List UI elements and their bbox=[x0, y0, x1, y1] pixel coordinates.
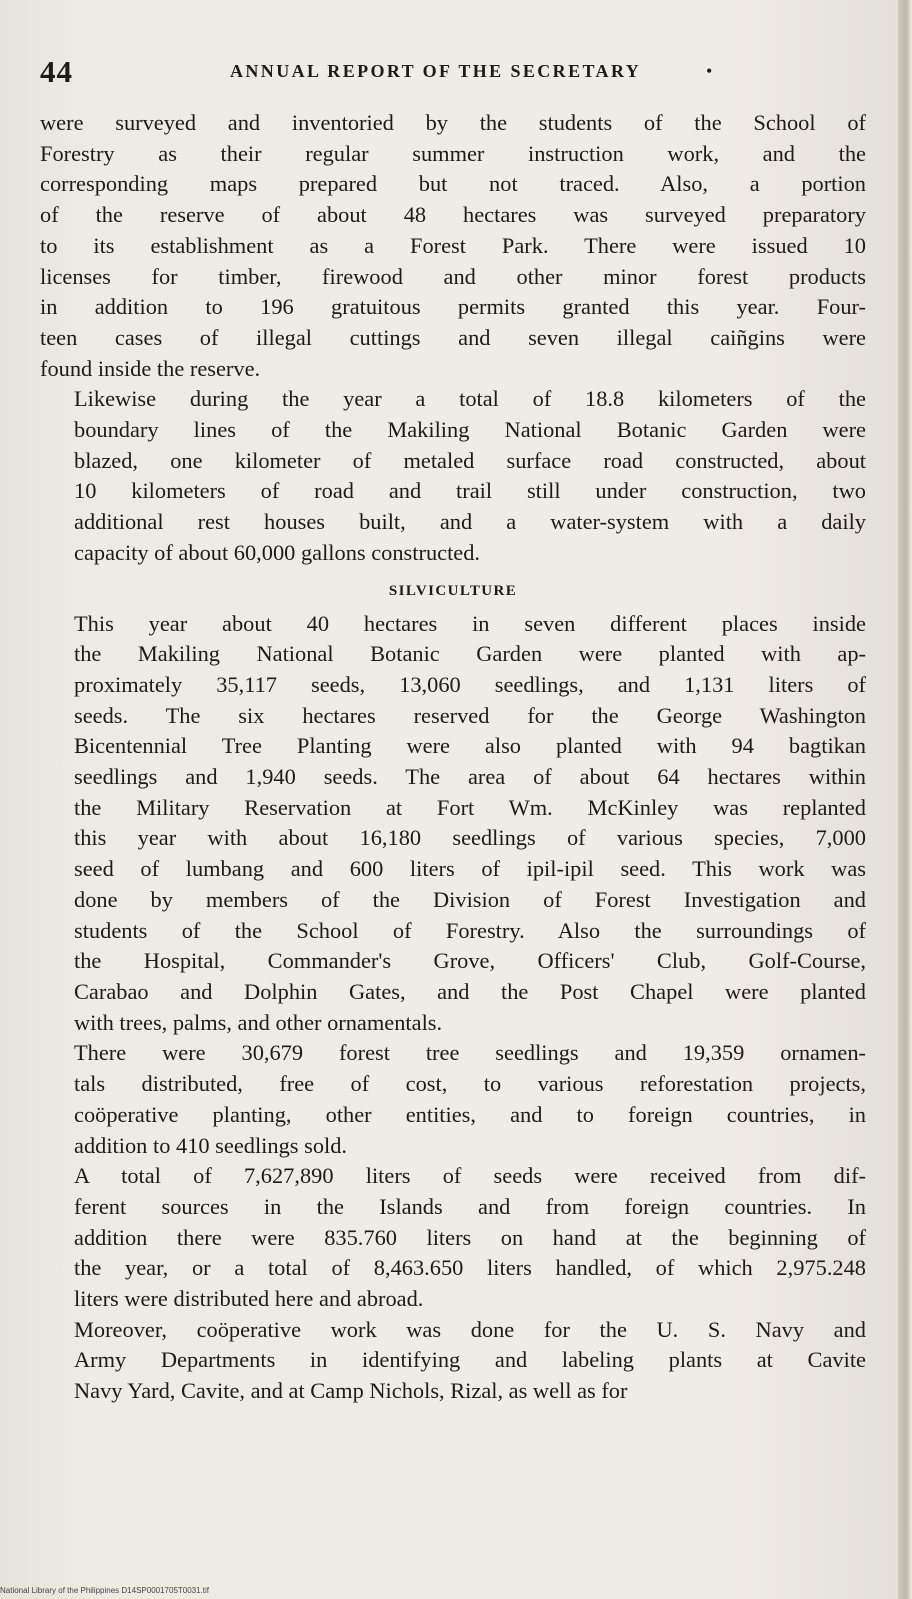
text-line: the Military Reservation at Fort Wm. McKinley was replanted bbox=[74, 794, 866, 820]
page-header bbox=[40, 52, 860, 92]
header-mark: • bbox=[706, 61, 713, 81]
text-line: ferent sources in the Islands and from foreign countries. In bbox=[74, 1193, 866, 1219]
text-line: addition to 410 seedlings sold. bbox=[74, 1132, 348, 1158]
text-line: with trees, palms, and other ornamentals. bbox=[74, 1009, 443, 1035]
text-line: corresponding maps prepared but not traced. Also, a portion bbox=[40, 171, 866, 197]
text-line: Navy Yard, Cavite, and at Camp Nichols, Rizal, as well as for bbox=[74, 1378, 628, 1404]
text-line: capacity of about 60,000 gallons constructed. bbox=[74, 539, 481, 565]
book-spine-edge bbox=[898, 0, 912, 1599]
text-line: coöperative planting, other entities, and to foreign countries, in bbox=[74, 1101, 866, 1127]
paragraph-4 bbox=[40, 1038, 866, 1161]
text-line: done by members of the Division of Forest Investigation and bbox=[74, 886, 866, 912]
text-line: the Hospital, Commander's Grove, Officers' Club, Golf-Course, bbox=[74, 948, 866, 974]
text-line: of the reserve of about 48 hectares was surveyed preparatory bbox=[40, 202, 866, 228]
text-line: in addition to 196 gratuitous permits granted this year. Four- bbox=[40, 294, 866, 320]
running-head: ANNUAL REPORT OF THE SECRETARY bbox=[230, 61, 642, 81]
text-line: licenses for timber, firewood and other minor forest products bbox=[40, 263, 866, 289]
paragraph-2 bbox=[40, 384, 866, 568]
text-line: 10 kilometers of road and trail still under construction, two bbox=[74, 478, 866, 504]
text-line: seeds. The six hectares reserved for the George Washington bbox=[74, 702, 866, 728]
paragraph-3 bbox=[40, 609, 866, 1039]
text-line: A total of 7,627,890 liters of seeds were received from dif- bbox=[74, 1163, 866, 1189]
text-line: the Makiling National Botanic Garden were planted with ap- bbox=[74, 641, 866, 667]
text-line: seedlings and 1,940 seeds. The area of about 64 hectares within bbox=[74, 764, 866, 790]
text-line: Army Departments in identifying and labeling plants at Cavite bbox=[74, 1347, 866, 1373]
text-line: blazed, one kilometer of metaled surface road constructed, about bbox=[74, 447, 866, 473]
text-line: addition there were 835.760 liters on hand at the beginning of bbox=[74, 1224, 866, 1250]
text-line: were surveyed and inventoried by the students of the School of bbox=[40, 110, 866, 135]
body-text bbox=[40, 108, 866, 1407]
text-line: There were 30,679 forest tree seedlings and 19,359 ornamen- bbox=[74, 1040, 866, 1066]
scan-credit: National Library of the Philippines D14SP0001705T0031.tif bbox=[0, 1586, 210, 1595]
text-line: additional rest houses built, and a water-system with a daily bbox=[74, 509, 866, 535]
text-line: found inside the reserve. bbox=[40, 355, 261, 381]
paragraph-5 bbox=[40, 1161, 866, 1315]
text-line: Bicentennial Tree Planting were also planted with 94 bagtikan bbox=[74, 733, 866, 759]
text-line: proximately 35,117 seeds, 13,060 seedlings, and 1,131 liters of bbox=[74, 671, 866, 697]
text-line: Carabao and Dolphin Gates, and the Post Chapel were planted bbox=[74, 978, 866, 1004]
paragraph-6 bbox=[40, 1315, 866, 1407]
text-line: to its establishment as a Forest Park. There were issued 10 bbox=[40, 232, 866, 258]
paragraph-1 bbox=[40, 108, 866, 384]
text-line: liters were distributed here and abroad. bbox=[74, 1286, 424, 1312]
text-line: Moreover, coöperative work was done for the U. S. Navy and bbox=[74, 1316, 866, 1342]
text-line: the year, or a total of 8,463.650 liters handled, of which 2,975.248 bbox=[74, 1255, 866, 1281]
text-line: students of the School of Forestry. Also the surroundings of bbox=[74, 917, 866, 943]
text-line: teen cases of illegal cuttings and seven illegal caiñgins were bbox=[40, 324, 866, 350]
text-line: This year about 40 hectares in seven different places inside bbox=[74, 610, 866, 636]
text-line: seed of lumbang and 600 liters of ipil-ipil seed. This work was bbox=[74, 856, 866, 882]
text-line: Forestry as their regular summer instruction work, and the bbox=[40, 140, 866, 166]
section-heading-silviculture: SILVICULTURE bbox=[388, 582, 518, 599]
text-line: tals distributed, free of cost, to various reforestation projects, bbox=[74, 1071, 866, 1097]
text-line: this year with about 16,180 seedlings of various species, 7,000 bbox=[74, 825, 866, 851]
text-line: boundary lines of the Makiling National Botanic Garden were bbox=[74, 417, 866, 443]
page-number: 44 bbox=[40, 54, 73, 89]
text-line: Likewise during the year a total of 18.8 kilometers of the bbox=[74, 386, 866, 412]
